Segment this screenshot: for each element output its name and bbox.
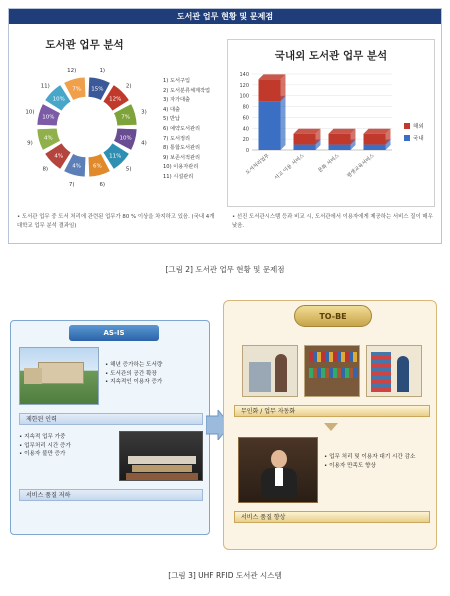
as-is-bullets-1 (105, 361, 205, 387)
service-quality-improve-label: 서비스 품질 향상 (234, 511, 430, 523)
to-be-panel (223, 300, 437, 550)
bar-segment-side (281, 96, 286, 150)
as-is-header: AS-IS (69, 325, 159, 341)
legend-item: 11) 시설관리 (163, 173, 194, 180)
as-is-bullet: • 지속적 업무 가중 (19, 433, 115, 442)
book-stack (132, 465, 192, 472)
service-quality-decline-label: 서비스 품질 저하 (19, 489, 203, 501)
bar-segment (364, 134, 386, 145)
as-is-bullet: • 업무처리 시간 증가 (19, 442, 115, 451)
donut-chart (17, 55, 157, 205)
campus-photo (19, 347, 99, 405)
donut-slice-number: 5) (125, 166, 132, 173)
person (397, 356, 409, 392)
donut-slice-number: 6) (99, 181, 106, 188)
y-tick-label: 0 (245, 148, 249, 154)
as-is-bullet: • 해년 증가하는 도서량 (105, 361, 205, 370)
as-is-bullet: • 지속적인 이용자 증가 (105, 378, 205, 387)
note-right: • 선진 도서관시스템 등과 비교 시, 도서관에서 이용자에게 제공하는 서비스 질이 매우 낮음. (232, 214, 433, 229)
to-be-bullet: • 업무 처리 및 이용자 대기 시간 감소 (324, 453, 432, 462)
bar-segment (329, 134, 351, 145)
figure-3-caption: [그림 3] UHF RFID 도서관 시스템 (168, 571, 282, 580)
bar-segment (259, 79, 281, 101)
bar-chart (228, 68, 434, 206)
y-tick-label: 20 (242, 137, 249, 144)
legend-label: 해외 (413, 124, 424, 130)
bar-segment (364, 145, 386, 150)
legend-item: 6) 예약도서관리 (163, 125, 201, 132)
note-left: • 도서관 업무 중 도서 처리에 관련된 업무가 80 % 이상을 차지하고 있음. (국내 4개 대학교 업무 분석 결과임) (17, 214, 215, 229)
x-tick-label: 문화 서비스 (317, 152, 341, 175)
donut-slice-number: 2) (125, 83, 132, 90)
donut-slice-number: 3) (141, 109, 147, 116)
legend-item: 5) 반납 (163, 116, 180, 123)
donut-slice-label: 7% (72, 86, 82, 93)
donut-slice-label: 10% (42, 114, 55, 121)
legend-item: 7) 도서정리 (163, 135, 191, 142)
legend-swatch (404, 123, 410, 129)
donut-slice-label: 7% (121, 114, 131, 121)
legend-swatch (404, 135, 410, 141)
automation-label: 무인화 / 업무 자동화 (234, 405, 430, 417)
as-is-bullet: • 도서관의 공간 확장 (105, 370, 205, 379)
as-is-bullets-2 (19, 433, 115, 459)
x-tick-label: 서고 이용 서비스 (273, 152, 306, 182)
y-tick-label: 60 (242, 115, 249, 122)
legend-item: 1) 도서구입 (163, 78, 191, 84)
self-checkout-photo (242, 345, 298, 397)
bar-segment (294, 145, 316, 150)
book-stack (128, 456, 196, 464)
bar-chart-title: 국내외 도서관 업무 분석 (274, 50, 388, 62)
y-tick-label: 80 (242, 104, 249, 111)
legend-label: 국내 (413, 136, 424, 142)
bookshelf-photo (304, 345, 360, 397)
y-tick-label: 40 (242, 126, 249, 133)
donut-slice-number: 1) (99, 68, 106, 75)
donut-slice-label: 4% (54, 153, 64, 160)
bar-segment (294, 134, 316, 145)
shelf-books (309, 352, 357, 362)
donut-slice-label: 4% (72, 163, 82, 170)
legend-item: 3) 자가대출 (163, 97, 191, 104)
to-be-bullet: • 이용자 만족도 향상 (324, 462, 432, 471)
y-tick-label: 120 (239, 82, 249, 89)
donut-slice-label: 6% (92, 163, 102, 170)
y-tick-label: 100 (239, 93, 249, 100)
bar-chart-panel (227, 39, 435, 207)
figure-2-caption: [그림 2] 도서관 업무 현황 및 문제점 (165, 265, 285, 274)
bar-segment (259, 101, 281, 150)
librarian-photo (238, 437, 318, 503)
legend-item: 2) 도서분류체계작업 (163, 87, 211, 94)
figure-3 (10, 300, 440, 556)
shelf-books (309, 368, 357, 378)
kiosk (249, 362, 271, 392)
as-is-bullet: • 이용자 불만 증가 (19, 450, 115, 459)
x-tick-label: 도서처리업무 (244, 152, 271, 177)
legend-item: 9) 보존서적관리 (163, 154, 201, 161)
donut-chart-panel (17, 31, 222, 206)
donut-slice-number: 10) (25, 109, 35, 116)
donut-slice-label: 10% (52, 96, 65, 103)
campus-building-wing (24, 368, 42, 384)
as-is-panel (10, 320, 210, 535)
donut-slice-number: 8) (42, 166, 49, 173)
bar-segment (329, 145, 351, 150)
donut-slice-number: 12) (67, 68, 77, 75)
donut-slice-number: 9) (27, 140, 33, 147)
donut-legend (163, 77, 210, 183)
to-be-header: TO-BE (294, 305, 372, 327)
donut-slice-number: 11) (40, 83, 50, 90)
limited-staff-label: 제한된 인력 (19, 413, 203, 425)
campus-building (38, 362, 84, 384)
librarian-shirt (275, 468, 283, 486)
return-station-photo (366, 345, 422, 397)
to-be-bullets (324, 453, 432, 470)
down-arrow-icon (324, 423, 338, 431)
book-stack (126, 473, 198, 480)
donut-slice-number: 4) (141, 140, 147, 147)
figure-2-panel (8, 8, 442, 244)
donut-slice-number: 7) (68, 181, 75, 188)
y-tick-label: 140 (239, 72, 249, 78)
legend-item: 4) 대출 (163, 106, 180, 113)
legend-item: 10) 이용자관리 (163, 164, 199, 171)
legend-item: 8) 통합도서관리 (163, 145, 201, 152)
donut-slice-label: 10% (119, 135, 132, 142)
person (275, 354, 287, 392)
donut-slice-label: 15% (91, 86, 104, 93)
shelf-books (371, 352, 391, 392)
books-photo (119, 431, 203, 481)
donut-slice-label: 4% (43, 135, 53, 142)
donut-chart-title: 도서관 업무 분석 (45, 39, 124, 51)
donut-slice-label: 12% (109, 96, 122, 103)
donut-slice-label: 11% (109, 153, 122, 160)
figure-2-header: 도서관 업무 현황 및 문제점 (9, 9, 441, 24)
librarian-head (271, 450, 287, 468)
x-tick-label: 평생교육서비스 (346, 152, 376, 180)
